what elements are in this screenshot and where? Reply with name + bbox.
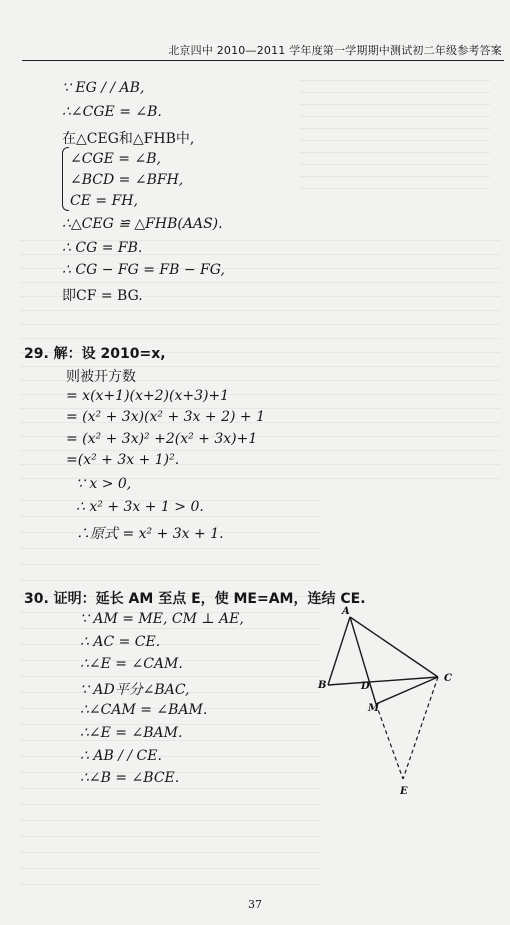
solution-line: ∵ x > 0,: [76, 476, 132, 492]
proof-line: ∠BCD = ∠BFH,: [70, 172, 184, 188]
proof-line: ∴ CG − FG = FB − FG,: [62, 262, 225, 278]
question-29-label: 29. 解：设 2010=x,: [24, 346, 166, 362]
solution-line: = x(x+1)(x+2)(x+3)+1: [66, 388, 230, 404]
point-label-e: E: [400, 786, 408, 797]
proof-line: ∠CGE = ∠B,: [70, 151, 161, 167]
point-label-b: B: [318, 680, 327, 691]
point-label-a: A: [342, 606, 350, 617]
proof-line: ∴∠CAM = ∠BAM.: [80, 702, 208, 718]
proof-line: ∴∠B = ∠BCE.: [80, 770, 180, 786]
proof-line: ∴∠E = ∠BAM.: [80, 725, 183, 741]
question-30-label: 30. 证明：延长 AM 至点 E，使 ME=AM，连结 CE.: [24, 591, 366, 607]
solution-line: 则被开方数: [66, 369, 136, 385]
segment-ce-dashed: [403, 677, 438, 779]
proof-line: ∴△CEG ≌ △FHB(AAS).: [62, 216, 223, 232]
proof-line: ∴∠E = ∠CAM.: [80, 656, 183, 672]
solution-line: ∴ x² + 3x + 1 > 0.: [76, 499, 204, 515]
solution-line: = (x² + 3x)(x² + 3x + 2) + 1: [66, 409, 265, 425]
proof-line: ∵ EG / / AB,: [62, 80, 145, 96]
proof-line: ∵ AD平分∠BAC,: [80, 682, 190, 698]
proof-line: ∴∠CGE = ∠B.: [62, 104, 162, 120]
point-label-c: C: [444, 673, 452, 684]
proof-line: ∵ AM = ME, CM ⊥ AE,: [80, 611, 244, 627]
proof-line: 即CF = BG.: [62, 288, 143, 304]
proof-line: ∴ AC = CE.: [80, 634, 161, 650]
proof-line: ∴ CG = FB.: [62, 240, 143, 256]
bleed-through-texture: [300, 80, 490, 190]
solution-line: ∴原式 = x² + 3x + 1.: [76, 526, 224, 542]
point-label-m: M: [368, 703, 380, 714]
segment-ac: [350, 617, 438, 677]
solution-line: = (x² + 3x)² +2(x² + 3x)+1: [66, 431, 258, 447]
page-header: 北京四中 2010—2011 学年度第一学期期中测试初二年级参考答案: [168, 44, 502, 57]
geometry-figure: [306, 605, 476, 805]
proof-line: 在△CEG和△FHB中,: [62, 131, 195, 147]
segment-ab: [328, 617, 350, 685]
proof-line: ∴ AB / / CE.: [80, 748, 162, 764]
system-brace: [62, 147, 69, 211]
proof-line: CE = FH,: [70, 193, 138, 209]
segment-me-dashed: [376, 704, 403, 779]
header-rule: [22, 60, 504, 61]
page-number: 37: [248, 898, 262, 911]
solution-line: =(x² + 3x + 1)².: [66, 452, 180, 468]
point-label-d: D: [361, 681, 370, 692]
